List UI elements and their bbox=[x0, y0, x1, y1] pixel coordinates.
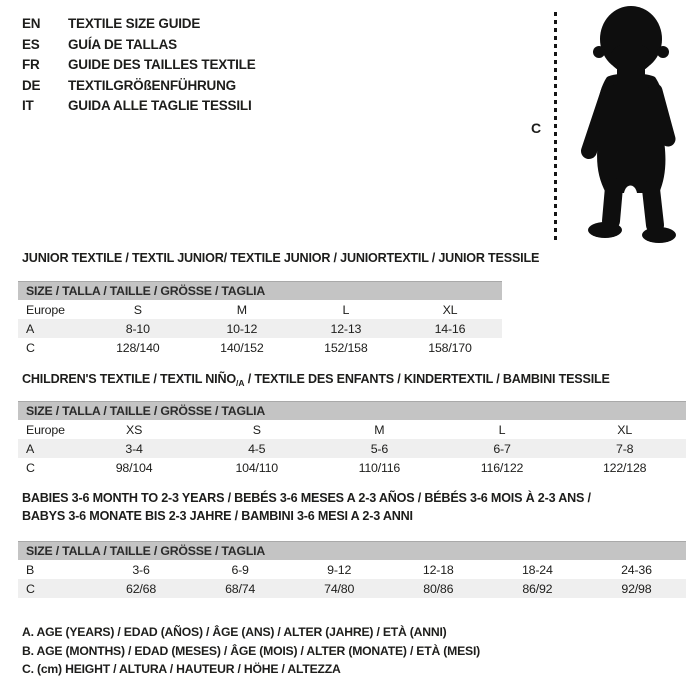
children-size-header-band: SIZE / TALLA / TAILLE / GRÖSSE / TAGLIA bbox=[18, 401, 686, 420]
row-label: C bbox=[26, 340, 35, 355]
language-label: GUIDE DES TAILLES TEXTILE bbox=[68, 57, 256, 73]
table-row bbox=[18, 560, 686, 579]
babies-title-line1: BABIES 3-6 MONTH TO 2-3 YEARS / BEBÉS 3-6 MESES A 2-3 AÑOS / BÉBÉS 3-6 MOIS À 2-3 ANS / bbox=[22, 491, 591, 505]
size-cell: 8-10 bbox=[125, 321, 150, 336]
junior-section-title: JUNIOR TEXTILE / TEXTIL JUNIOR/ TEXTILE JUNIOR / JUNIORTEXTIL / JUNIOR TESSILE bbox=[22, 251, 540, 265]
size-cell: 4-5 bbox=[248, 441, 266, 456]
height-dashed-line bbox=[554, 12, 557, 244]
language-label: TEXTILGRÖßENFÜHRUNG bbox=[68, 77, 236, 93]
size-cell: 18-24 bbox=[521, 562, 553, 577]
height-measure-label: C bbox=[531, 120, 542, 136]
size-cell: 122/128 bbox=[602, 460, 647, 475]
language-row bbox=[22, 55, 256, 76]
size-cell: S bbox=[252, 422, 261, 437]
table-row bbox=[18, 579, 686, 598]
size-cell: L bbox=[342, 302, 350, 317]
size-cell: 10-12 bbox=[226, 321, 258, 336]
size-cell: 74/80 bbox=[324, 581, 355, 596]
size-cell: M bbox=[236, 302, 247, 317]
size-cell: 92/98 bbox=[621, 581, 652, 596]
footnotes bbox=[22, 623, 480, 679]
children-title-suffix: / TEXTILE DES ENFANTS / KINDERTEXTIL / BAMBINI TESSILE bbox=[244, 372, 610, 386]
size-cell: 3-6 bbox=[132, 562, 150, 577]
row-label: C bbox=[26, 460, 35, 475]
row-label: Europe bbox=[26, 302, 65, 317]
babies-size-header-band: SIZE / TALLA / TAILLE / GRÖSSE / TAGLIA bbox=[18, 541, 686, 560]
size-cell: 110/116 bbox=[358, 460, 401, 475]
size-cell: 128/140 bbox=[116, 340, 160, 355]
size-cell: 12-18 bbox=[422, 562, 454, 577]
size-cell: 24-36 bbox=[621, 562, 652, 577]
size-cell: 14-16 bbox=[434, 321, 466, 336]
footnote-c: C. (cm) HEIGHT / ALTURA / HAUTEUR / HÖHE / ALTEZZA bbox=[22, 662, 341, 677]
language-code: EN bbox=[22, 16, 41, 31]
size-cell: 12-13 bbox=[330, 321, 362, 336]
children-section-title bbox=[22, 372, 610, 388]
row-label: B bbox=[26, 562, 35, 577]
language-label: GUIDA ALLE TAGLIE TESSILI bbox=[68, 98, 252, 114]
junior-size-header-band: SIZE / TALLA / TAILLE / GRÖSSE / TAGLIA bbox=[18, 281, 502, 300]
size-cell: 152/158 bbox=[324, 340, 368, 355]
table-row bbox=[18, 439, 686, 458]
toddler-silhouette-image bbox=[558, 3, 698, 245]
babies-size-table bbox=[18, 560, 686, 598]
language-list bbox=[22, 14, 256, 117]
language-row bbox=[22, 14, 256, 35]
language-code: FR bbox=[22, 57, 40, 73]
language-row bbox=[22, 76, 256, 97]
size-cell: 68/74 bbox=[225, 581, 256, 596]
language-label: TEXTILE SIZE GUIDE bbox=[68, 16, 201, 31]
children-title-prefix: CHILDREN'S TEXTILE / TEXTIL NIÑO bbox=[22, 372, 236, 386]
row-label: Europe bbox=[26, 422, 65, 437]
footnote-a: A. AGE (YEARS) / EDAD (AÑOS) / ÂGE (ANS) / ALTER (JAHRE) / ETÀ (ANNI) bbox=[22, 625, 447, 639]
babies-title-line2: BABYS 3-6 MONATE BIS 2-3 JAHRE / BAMBINI 3-6 MESI A 2-3 ANNI bbox=[22, 509, 413, 523]
footnote-b: B. AGE (MONTHS) / EDAD (MESES) / ÂGE (MOIS) / ALTER (MONATE) / ETÀ (MESI) bbox=[22, 643, 480, 658]
size-cell: 80/86 bbox=[423, 581, 454, 596]
size-cell: 116/122 bbox=[480, 460, 524, 475]
junior-size-table bbox=[18, 300, 502, 357]
size-cell: 140/152 bbox=[220, 340, 264, 355]
size-cell: 9-12 bbox=[327, 562, 352, 577]
size-cell: S bbox=[133, 302, 142, 317]
row-label: A bbox=[26, 441, 35, 456]
table-row bbox=[18, 300, 502, 319]
size-cell: XS bbox=[126, 422, 143, 437]
size-cell: 6-7 bbox=[493, 441, 511, 456]
table-row bbox=[18, 319, 502, 338]
row-label: C bbox=[26, 581, 35, 596]
size-cell: M bbox=[374, 422, 385, 437]
language-row bbox=[22, 96, 256, 117]
language-code: ES bbox=[22, 36, 40, 52]
language-label: GUÍA DE TALLAS bbox=[68, 36, 177, 52]
size-cell: 158/170 bbox=[428, 340, 472, 355]
children-size-table bbox=[18, 420, 686, 477]
size-cell: L bbox=[498, 422, 506, 437]
size-cell: 62/68 bbox=[126, 581, 157, 596]
language-code: IT bbox=[22, 98, 34, 114]
size-cell: 7-8 bbox=[616, 441, 634, 456]
size-cell: 98/104 bbox=[115, 460, 153, 475]
size-cell: 6-9 bbox=[231, 562, 249, 577]
size-cell: XL bbox=[442, 302, 458, 317]
children-title-subscript: /A bbox=[235, 378, 245, 388]
table-row bbox=[18, 458, 686, 477]
size-cell: XL bbox=[617, 422, 633, 437]
size-cell: 86/92 bbox=[522, 581, 553, 596]
row-label: A bbox=[26, 321, 35, 336]
size-cell: 5-6 bbox=[370, 441, 389, 456]
table-row bbox=[18, 420, 686, 439]
size-cell: 3-4 bbox=[125, 441, 143, 456]
table-row bbox=[18, 338, 502, 357]
size-cell: 104/110 bbox=[235, 460, 278, 475]
babies-section-title bbox=[22, 489, 591, 525]
language-row bbox=[22, 35, 256, 56]
language-code: DE bbox=[22, 77, 41, 93]
